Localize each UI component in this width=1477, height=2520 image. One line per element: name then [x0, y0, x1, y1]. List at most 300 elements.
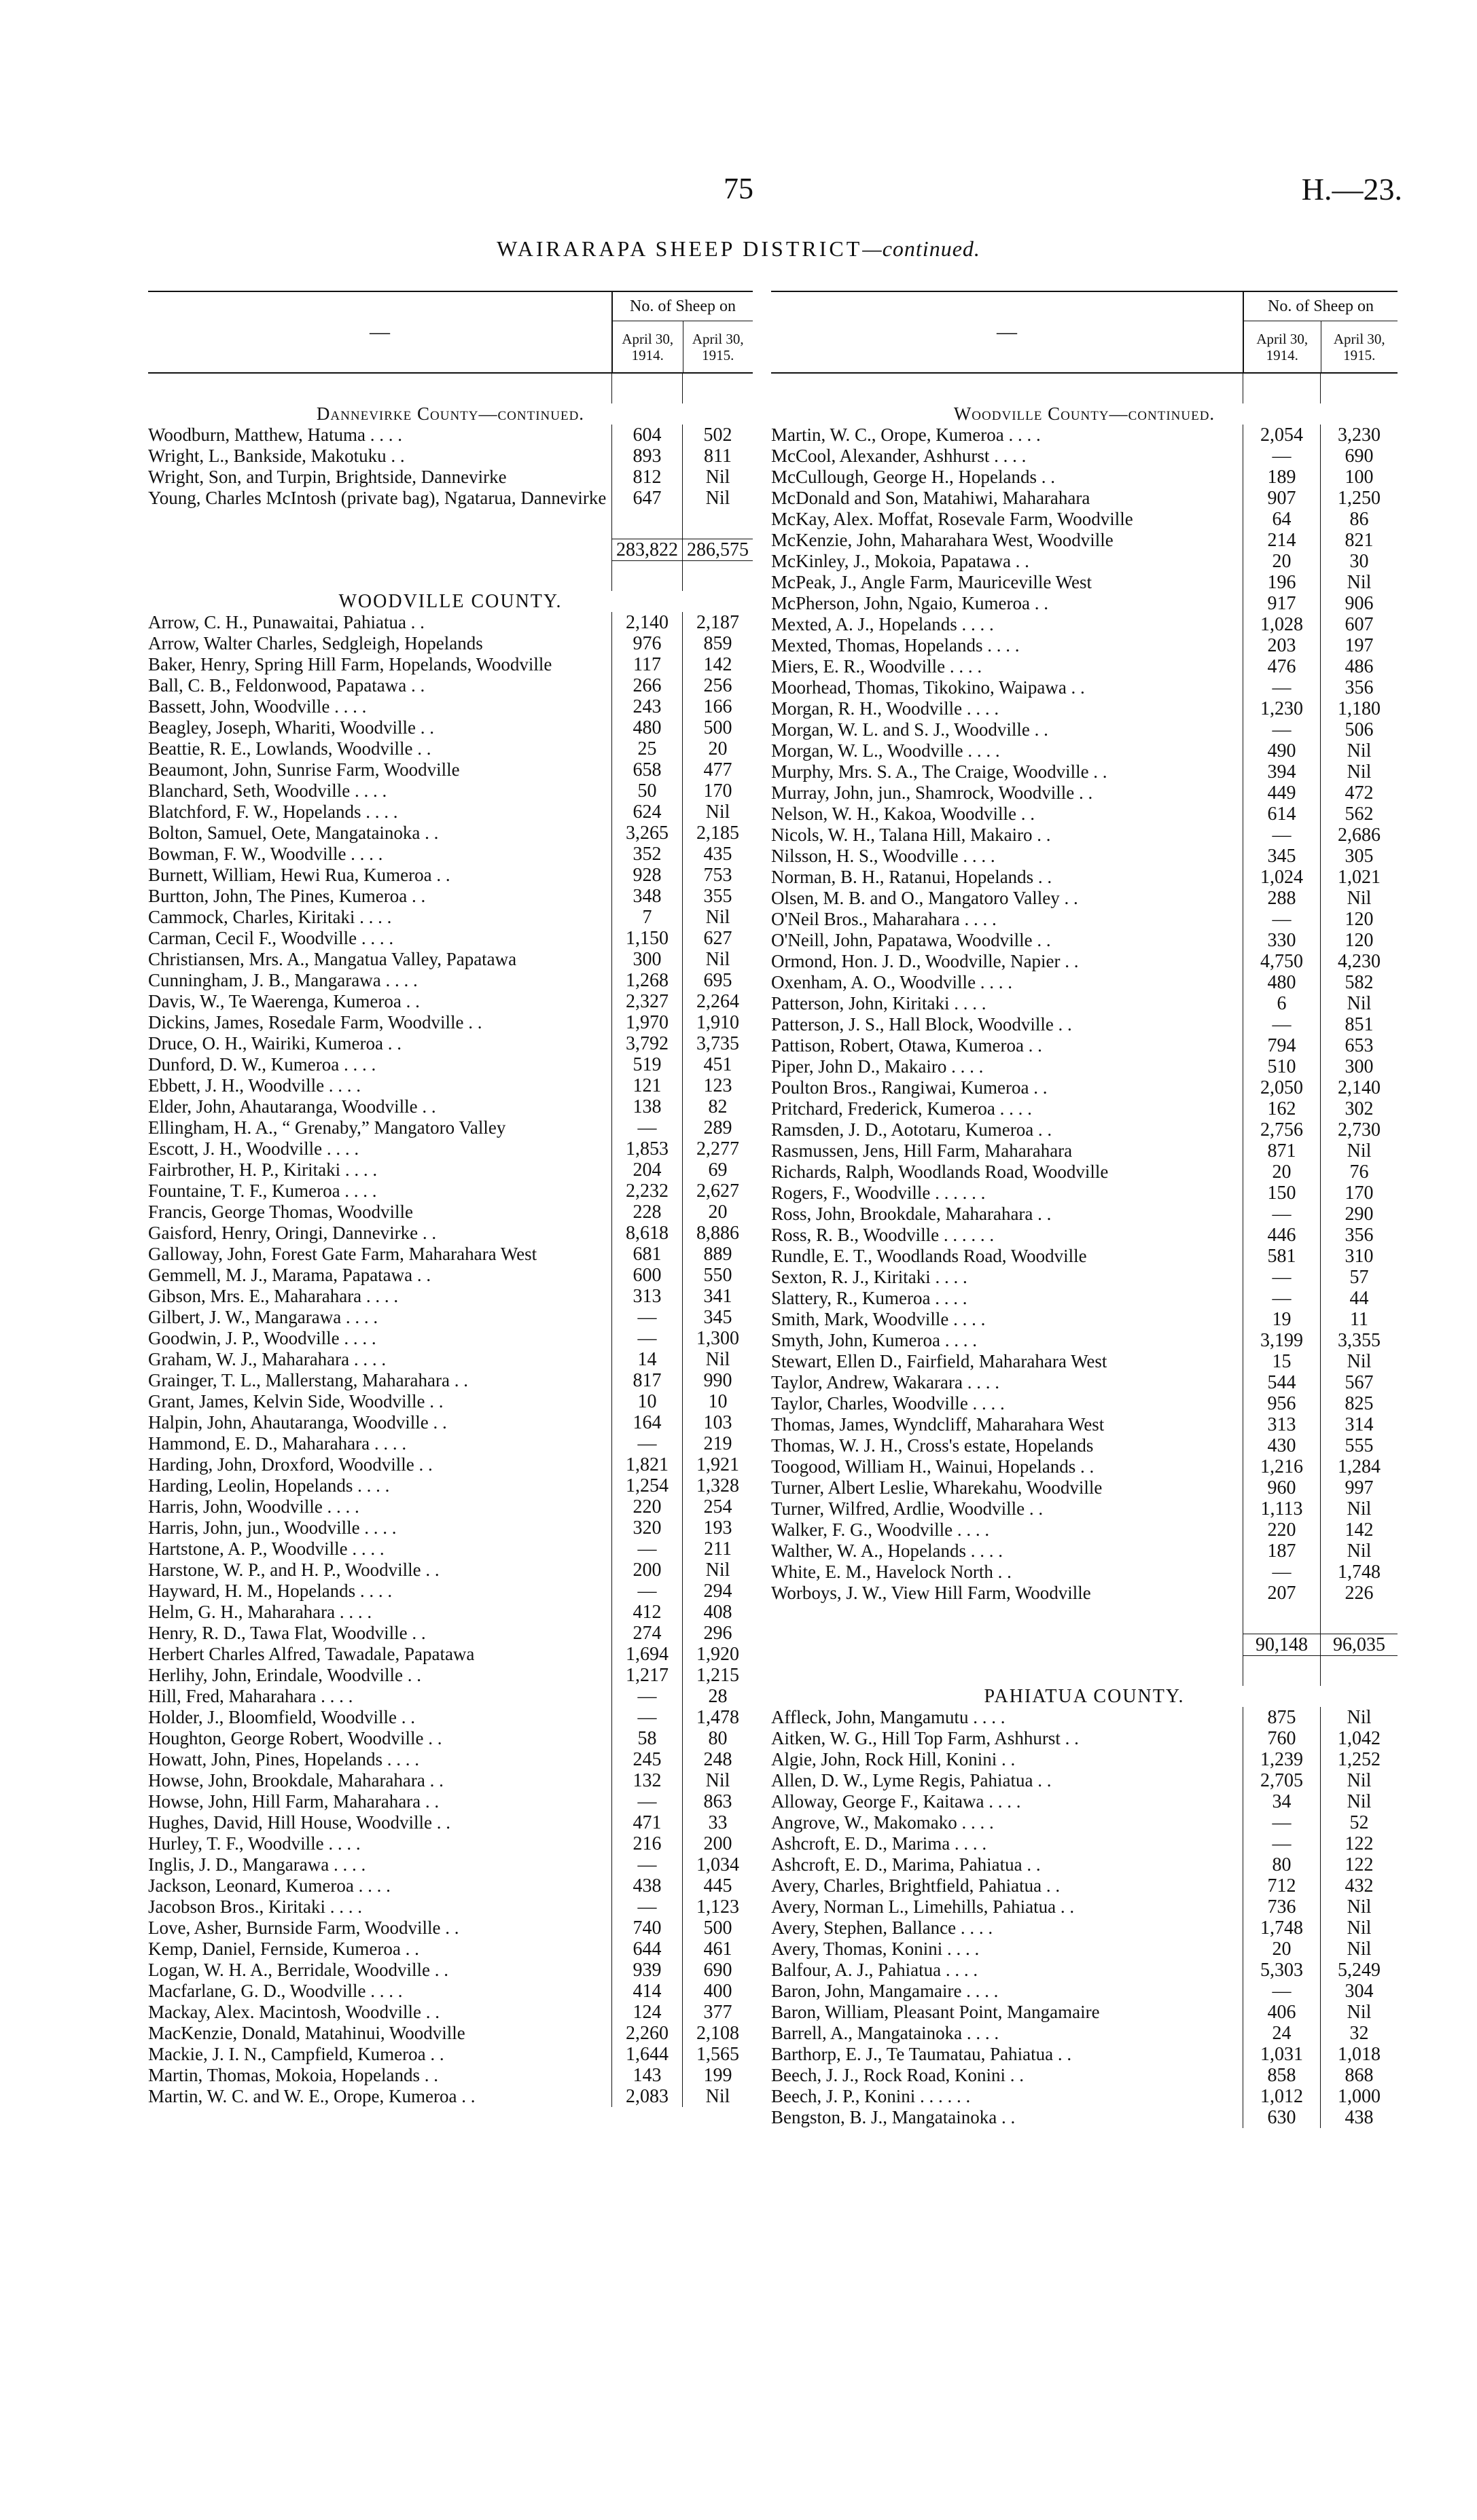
table-row — [771, 2065, 1398, 2086]
rows-left-2 — [148, 612, 753, 2107]
sheep-1915: Nil — [1320, 2002, 1398, 2023]
table-row — [771, 1749, 1398, 1770]
sheep-1915: 1,921 — [682, 1454, 753, 1475]
sheep-1914: 917 — [1243, 593, 1320, 614]
table-row — [148, 1054, 753, 1075]
sheep-1915: 103 — [682, 1412, 753, 1433]
sheep-1914: 345 — [1243, 846, 1320, 867]
table-row — [771, 951, 1398, 972]
sheep-1915: 562 — [1320, 804, 1398, 825]
sheep-1914: 449 — [1243, 782, 1320, 804]
sheep-1915: 863 — [682, 1791, 753, 1812]
table-row — [771, 1309, 1398, 1330]
table-row — [771, 867, 1398, 888]
table-row — [148, 1939, 753, 1960]
table-row — [148, 1665, 753, 1686]
sheep-1915: 825 — [1320, 1393, 1398, 1414]
table-row — [771, 1435, 1398, 1456]
sheep-1914: 624 — [611, 802, 682, 823]
owner-name: O'Neil Bros., Maharahara . . . . — [771, 909, 997, 929]
sheep-1915: Nil — [1320, 1140, 1398, 1162]
sheep-1915: 256 — [682, 675, 753, 696]
table-row — [771, 677, 1398, 698]
owner-name: Hammond, E. D., Maharahara . . . . — [148, 1433, 407, 1454]
table-row — [148, 675, 753, 696]
sheep-1914: 64 — [1243, 509, 1320, 530]
sheep-1915: 76 — [1320, 1162, 1398, 1183]
table-row — [771, 530, 1398, 551]
owner-name: Barrell, A., Mangatainoka . . . . — [771, 2023, 999, 2043]
sheep-1914: 162 — [1243, 1098, 1320, 1119]
sheep-1915: Nil — [1320, 1498, 1398, 1519]
sheep-1915: 142 — [682, 654, 753, 675]
sheep-1914: 1,970 — [611, 1012, 682, 1033]
sheep-1914: 812 — [611, 467, 682, 488]
owner-name: Mackay, Alex. Macintosh, Woodville . . — [148, 2002, 440, 2022]
owner-name: McKenzie, John, Maharahara West, Woodville — [771, 530, 1114, 550]
sheep-1914: — — [611, 1791, 682, 1812]
table-row — [148, 717, 753, 738]
sheep-1915: 868 — [1320, 2065, 1398, 2086]
table-row — [148, 1728, 753, 1749]
table-row — [771, 1204, 1398, 1225]
sheep-1914: — — [611, 1328, 682, 1349]
sheep-1914: 3,265 — [611, 823, 682, 844]
owner-name: Turner, Wilfred, Ardlie, Woodville . . — [771, 1498, 1044, 1519]
owner-name: Ross, R. B., Woodville . . . . . . — [771, 1225, 995, 1245]
sheep-1914: 5,303 — [1243, 1960, 1320, 1981]
sheep-1915: 461 — [682, 1939, 753, 1960]
table-row — [771, 1939, 1398, 1960]
owner-name: Miers, E. R., Woodville . . . . — [771, 656, 982, 677]
sheep-1914: 203 — [1243, 635, 1320, 656]
sheep-1914: 8,618 — [611, 1223, 682, 1244]
table-row — [148, 1581, 753, 1602]
owner-name: Howse, John, Brookdale, Maharahara . . — [148, 1770, 444, 1790]
sheep-1915: Nil — [1320, 1939, 1398, 1960]
header-1915: April 30, 1915. — [1333, 330, 1385, 363]
owner-name: Hartstone, A. P., Woodville . . . . — [148, 1538, 385, 1559]
sheep-1914: 15 — [1243, 1351, 1320, 1372]
table-row — [771, 1833, 1398, 1854]
sheep-1914: 245 — [611, 1749, 682, 1770]
sheep-1914: — — [1243, 719, 1320, 740]
table-row — [148, 928, 753, 949]
owner-name: Rogers, F., Woodville . . . . . . — [771, 1183, 986, 1203]
table-row — [148, 1096, 753, 1117]
owner-name: Mexted, Thomas, Hopelands . . . . — [771, 635, 1020, 655]
owner-name: Ross, John, Brookdale, Maharahara . . — [771, 1204, 1052, 1224]
owner-name: Henry, R. D., Tawa Flat, Woodville . . — [148, 1623, 426, 1643]
sheep-1914: 2,756 — [1243, 1119, 1320, 1140]
sheep-1915: Nil — [1320, 761, 1398, 782]
sheep-1914: 124 — [611, 2002, 682, 2023]
header-group — [613, 292, 753, 372]
owner-name: Bowman, F. W., Woodville . . . . — [148, 844, 383, 864]
owner-name: Hurley, T. F., Woodville . . . . — [148, 1833, 361, 1854]
sheep-1914: 614 — [1243, 804, 1320, 825]
sheep-1915: Nil — [1320, 993, 1398, 1014]
table-row — [771, 1098, 1398, 1119]
sheep-1915: 142 — [1320, 1519, 1398, 1541]
sheep-1915: 345 — [682, 1307, 753, 1328]
owner-name: Baron, John, Mangamaire . . . . — [771, 1981, 999, 2001]
header-dash: — — [148, 292, 613, 372]
owner-name: Morgan, W. L., Woodville . . . . — [771, 740, 1000, 761]
document-reference: H.—23. — [1301, 172, 1402, 206]
sheep-1914: 200 — [611, 1560, 682, 1581]
table-row — [771, 2023, 1398, 2044]
sheep-1915: Nil — [1320, 740, 1398, 761]
sheep-1915: 438 — [1320, 2107, 1398, 2128]
sheep-1914: 658 — [611, 759, 682, 780]
table-row — [148, 759, 753, 780]
table-row — [771, 2107, 1398, 2128]
sheep-1915: 1,565 — [682, 2044, 753, 2065]
sheep-1915: 1,748 — [1320, 1562, 1398, 1583]
header-1915: April 30, 1915. — [692, 330, 744, 363]
sheep-1915: Nil — [1320, 1707, 1398, 1728]
sheep-1914: 1,694 — [611, 1644, 682, 1665]
owner-name: Patterson, John, Kiritaki . . . . — [771, 993, 986, 1013]
sheep-1915: 472 — [1320, 782, 1398, 804]
owner-name: Piper, John D., Makairo . . . . — [771, 1056, 984, 1077]
owner-name: Logan, W. H. A., Berridale, Woodville . . — [148, 1960, 449, 1980]
sheep-1915: 555 — [1320, 1435, 1398, 1456]
owner-name: Rasmussen, Jens, Hill Farm, Maharahara — [771, 1140, 1073, 1161]
owner-name: Harding, John, Droxford, Woodville . . — [148, 1454, 433, 1475]
owner-name: Angrove, W., Makomako . . . . — [771, 1812, 994, 1833]
owner-name: Avery, Thomas, Konini . . . . — [771, 1939, 980, 1959]
table-row — [771, 1583, 1398, 1604]
table-row — [148, 1707, 753, 1728]
table-row — [148, 823, 753, 844]
sheep-1914: — — [611, 1433, 682, 1454]
table-row — [148, 780, 753, 802]
owner-name: Poulton Bros., Rangiwai, Kumeroa . . — [771, 1077, 1048, 1098]
owner-name: Algie, John, Rock Hill, Konini . . — [771, 1749, 1016, 1769]
sheep-1914: 480 — [611, 717, 682, 738]
table-row — [771, 1791, 1398, 1812]
page-title — [0, 236, 1477, 262]
table-row — [771, 1498, 1398, 1519]
sheep-1914: 956 — [1243, 1393, 1320, 1414]
table-row — [148, 1875, 753, 1896]
owner-name: Gibson, Mrs. E., Maharahara . . . . — [148, 1286, 399, 1306]
sheep-1914: — — [611, 1307, 682, 1328]
sheep-1914: 274 — [611, 1623, 682, 1644]
sheep-1915: Nil — [682, 949, 753, 970]
owner-name: Druce, O. H., Wairiki, Kumeroa . . — [148, 1033, 402, 1054]
total-1915: 286,575 — [682, 539, 753, 561]
owner-name: Taylor, Andrew, Wakarara . . . . — [771, 1372, 999, 1392]
sheep-1914: — — [611, 1581, 682, 1602]
table-row — [148, 1538, 753, 1560]
sheep-1914: 510 — [1243, 1056, 1320, 1077]
header-group — [1244, 292, 1398, 372]
table-row — [148, 488, 753, 509]
table-row — [771, 656, 1398, 677]
sheep-1914: 581 — [1243, 1246, 1320, 1267]
table-row — [148, 1475, 753, 1496]
owner-name: Fountaine, T. F., Kumeroa . . . . — [148, 1181, 377, 1201]
table-row — [148, 1623, 753, 1644]
sheep-1914: 871 — [1243, 1140, 1320, 1162]
sheep-1914: 406 — [1243, 2002, 1320, 2023]
header-dash: — — [771, 292, 1244, 372]
sheep-1915: 82 — [682, 1096, 753, 1117]
sheep-1914: 1,150 — [611, 928, 682, 949]
owner-name: Christiansen, Mrs. A., Mangatua Valley, Papatawa — [148, 949, 517, 969]
owner-name: Slattery, R., Kumeroa . . . . — [771, 1288, 967, 1308]
sheep-1914: 544 — [1243, 1372, 1320, 1393]
owner-name: Bassett, John, Woodville . . . . — [148, 696, 367, 717]
owner-name: Ashcroft, E. D., Marima, Pahiatua . . — [771, 1854, 1041, 1875]
table-row — [148, 425, 753, 446]
table-row — [148, 696, 753, 717]
table-row — [771, 509, 1398, 530]
sheep-1915: 502 — [682, 425, 753, 446]
title-main: WAIRARAPA SHEEP DISTRICT — [497, 236, 863, 261]
sheep-1914: 519 — [611, 1054, 682, 1075]
owner-name: Murphy, Mrs. S. A., The Craige, Woodville . . — [771, 761, 1107, 782]
section-heading: Dannevirke County—continued. — [316, 403, 585, 424]
sheep-1914: 266 — [611, 675, 682, 696]
sheep-1914: 220 — [1243, 1519, 1320, 1541]
sheep-1915: 500 — [682, 717, 753, 738]
sheep-1915: Nil — [682, 907, 753, 928]
sheep-1914: 1,230 — [1243, 698, 1320, 719]
owner-name: Ormond, Hon. J. D., Woodville, Napier . . — [771, 951, 1079, 971]
table-row — [771, 1288, 1398, 1309]
sheep-1915: 314 — [1320, 1414, 1398, 1435]
table-row — [771, 1162, 1398, 1183]
sheep-1914: 25 — [611, 738, 682, 759]
sheep-1914: 976 — [611, 633, 682, 654]
table-row — [148, 1349, 753, 1370]
table-row — [148, 1496, 753, 1517]
total-1914: 283,822 — [611, 539, 682, 561]
sheep-1915: 2,627 — [682, 1181, 753, 1202]
sheep-1915: 1,328 — [682, 1475, 753, 1496]
sheep-1914: 187 — [1243, 1541, 1320, 1562]
owner-name: Rundle, E. T., Woodlands Road, Woodville — [771, 1246, 1087, 1266]
sheep-1914: 446 — [1243, 1225, 1320, 1246]
sheep-1914: 2,083 — [611, 2086, 682, 2107]
sheep-1915: Nil — [682, 1560, 753, 1581]
sheep-1915: Nil — [682, 2086, 753, 2107]
right-column — [771, 291, 1398, 2128]
table-row — [771, 1330, 1398, 1351]
table-row — [771, 993, 1398, 1014]
sheep-1915: 851 — [1320, 1014, 1398, 1035]
sheep-1915: 1,034 — [682, 1854, 753, 1875]
sheep-1915: 690 — [682, 1960, 753, 1981]
sheep-1915: 997 — [1320, 1477, 1398, 1498]
table-row — [148, 1854, 753, 1875]
owner-name: Patterson, J. S., Hall Block, Woodville . . — [771, 1014, 1072, 1034]
table-row — [771, 1414, 1398, 1435]
sheep-1915: 3,230 — [1320, 425, 1398, 446]
owner-name: Olsen, M. B. and O., Mangatoro Valley . . — [771, 888, 1078, 908]
owner-name: Kemp, Daniel, Fernside, Kumeroa . . — [148, 1939, 419, 1959]
sheep-1915: 3,735 — [682, 1033, 753, 1054]
sheep-1914: 817 — [611, 1370, 682, 1391]
owner-name: Elder, John, Ahautaranga, Woodville . . — [148, 1096, 436, 1117]
table-row — [771, 1854, 1398, 1875]
sheep-1915: 821 — [1320, 530, 1398, 551]
owner-name: Ramsden, J. D., Aototaru, Kumeroa . . — [771, 1119, 1052, 1140]
table-row — [148, 1075, 753, 1096]
table-row — [148, 1602, 753, 1623]
sheep-1914: 794 — [1243, 1035, 1320, 1056]
sheep-1914: 1,239 — [1243, 1749, 1320, 1770]
table-row — [771, 1056, 1398, 1077]
table-row — [771, 1896, 1398, 1918]
sheep-1915: 1,215 — [682, 1665, 753, 1686]
sheep-1915: 3,355 — [1320, 1330, 1398, 1351]
table-row — [148, 1517, 753, 1538]
sheep-1914: — — [611, 1538, 682, 1560]
sheep-1914: 1,113 — [1243, 1498, 1320, 1519]
owner-name: Blatchford, F. W., Hopelands . . . . — [148, 802, 398, 822]
owner-name: McCool, Alexander, Ashhurst . . . . — [771, 446, 1027, 466]
sheep-1915: 582 — [1320, 972, 1398, 993]
sheep-1915: 120 — [1320, 930, 1398, 951]
table-row — [771, 1541, 1398, 1562]
sheep-1915: 451 — [682, 1054, 753, 1075]
sheep-1915: 294 — [682, 1581, 753, 1602]
sheep-1914: 20 — [1243, 1939, 1320, 1960]
sheep-1915: 445 — [682, 1875, 753, 1896]
owner-name: Burtton, John, The Pines, Kumeroa . . — [148, 886, 426, 906]
rows-right-1 — [771, 425, 1398, 1604]
sheep-1915: Nil — [682, 1349, 753, 1370]
sheep-1914: — — [1243, 1014, 1320, 1035]
sheep-1914: — — [611, 1117, 682, 1138]
sheep-1915: 5,249 — [1320, 1960, 1398, 1981]
sheep-1915: 1,000 — [1320, 2086, 1398, 2107]
left-column — [148, 291, 753, 2107]
table-row — [771, 1875, 1398, 1896]
sheep-1914: 480 — [1243, 972, 1320, 993]
owner-name: Hayward, H. M., Hopelands . . . . — [148, 1581, 393, 1601]
owner-name: Martin, W. C., Orope, Kumeroa . . . . — [771, 425, 1041, 445]
sheep-1915: 2,686 — [1320, 825, 1398, 846]
table-row — [771, 1918, 1398, 1939]
sheep-1914: 2,232 — [611, 1181, 682, 1202]
sheep-1914: 414 — [611, 1981, 682, 2002]
sheep-1915: 10 — [682, 1391, 753, 1412]
table-row — [148, 907, 753, 928]
table-row — [148, 949, 753, 970]
sheep-1914: 4,750 — [1243, 951, 1320, 972]
sheep-1915: Nil — [682, 467, 753, 488]
sheep-1915: 400 — [682, 1981, 753, 2002]
sheep-1914: 80 — [1243, 1854, 1320, 1875]
sheep-1914: 1,268 — [611, 970, 682, 991]
table-row — [771, 1393, 1398, 1414]
table-row — [771, 2044, 1398, 2065]
table-row — [771, 446, 1398, 467]
sheep-1915: 193 — [682, 1517, 753, 1538]
owner-name: Young, Charles McIntosh (private bag), Ngatarua, Dannevirke — [148, 488, 607, 508]
sheep-1914: — — [1243, 446, 1320, 467]
table-row — [771, 635, 1398, 656]
sheep-1914: 858 — [1243, 2065, 1320, 2086]
table-row — [771, 972, 1398, 993]
owner-name: Herlihy, John, Erindale, Woodville . . — [148, 1665, 422, 1685]
owner-name: Nicols, W. H., Talana Hill, Makairo . . — [771, 825, 1051, 845]
sheep-1915: Nil — [682, 488, 753, 509]
owner-name: Dunford, D. W., Kumeroa . . . . — [148, 1054, 376, 1075]
owner-name: Beech, J. P., Konini . . . . . . — [771, 2086, 971, 2106]
owner-name: Love, Asher, Burnside Farm, Woodville . . — [148, 1918, 459, 1938]
table-row — [771, 1477, 1398, 1498]
sheep-1914: 928 — [611, 865, 682, 886]
table-row — [771, 467, 1398, 488]
sheep-1914: 1,031 — [1243, 2044, 1320, 2065]
sheep-1914: 600 — [611, 1265, 682, 1286]
sheep-1914: 736 — [1243, 1896, 1320, 1918]
table-row — [771, 1960, 1398, 1981]
table-row — [148, 467, 753, 488]
table-row — [148, 1560, 753, 1581]
sheep-1915: 695 — [682, 970, 753, 991]
county-total-row — [771, 1634, 1398, 1656]
owner-name: Ellingham, H. A., “ Grenaby,” Mangatoro Valley — [148, 1117, 506, 1138]
table-row — [148, 1202, 753, 1223]
table-row — [148, 1770, 753, 1791]
table-row — [771, 719, 1398, 740]
owner-name: McKinley, J., Mokoia, Papatawa . . — [771, 551, 1029, 571]
sheep-1914: 288 — [1243, 888, 1320, 909]
owner-name: Harris, John, jun., Woodville . . . . — [148, 1517, 397, 1538]
sheep-1915: 1,042 — [1320, 1728, 1398, 1749]
owner-name: Affleck, John, Mangamutu . . . . — [771, 1707, 1006, 1727]
owner-name: Graham, W. J., Maharahara . . . . — [148, 1349, 387, 1369]
sheep-1914: 24 — [1243, 2023, 1320, 2044]
owner-name: Smith, Mark, Woodville . . . . — [771, 1309, 986, 1329]
owner-name: Morgan, W. L. and S. J., Woodville . . — [771, 719, 1048, 740]
owner-name: Houghton, George Robert, Woodville . . — [148, 1728, 442, 1748]
owner-name: Stewart, Ellen D., Fairfield, Maharahara West — [771, 1351, 1107, 1371]
owner-name: McPherson, John, Ngaio, Kumeroa . . — [771, 593, 1048, 613]
sheep-1914: 893 — [611, 446, 682, 467]
sheep-1914: 647 — [611, 488, 682, 509]
table-row — [148, 1265, 753, 1286]
owner-name: White, E. M., Havelock North . . — [771, 1562, 1012, 1582]
table-row — [148, 1159, 753, 1181]
owner-name: Thomas, James, Wyndcliff, Maharahara West — [771, 1414, 1105, 1435]
sheep-1915: 1,910 — [682, 1012, 753, 1033]
sheep-1914: 2,705 — [1243, 1770, 1320, 1791]
owner-name: Bengston, B. J., Mangatainoka . . — [771, 2107, 1016, 2127]
owner-name: Mexted, A. J., Hopelands . . . . — [771, 614, 994, 634]
table-row — [148, 2044, 753, 2065]
owner-name: Arrow, Walter Charles, Sedgleigh, Hopelands — [148, 633, 483, 653]
owner-name: Blanchard, Seth, Woodville . . . . — [148, 780, 387, 801]
table-row — [771, 1812, 1398, 1833]
owner-name: Escott, J. H., Woodville . . . . — [148, 1138, 359, 1159]
table-row — [771, 2002, 1398, 2023]
owner-name: Wright, Son, and Turpin, Brightside, Dannevirke — [148, 467, 507, 487]
sheep-1914: 228 — [611, 1202, 682, 1223]
owner-name: Moorhead, Thomas, Tikokino, Waipawa . . — [771, 677, 1085, 698]
table-row — [148, 1918, 753, 1939]
table-row — [771, 930, 1398, 951]
page-number: 75 — [724, 172, 753, 205]
